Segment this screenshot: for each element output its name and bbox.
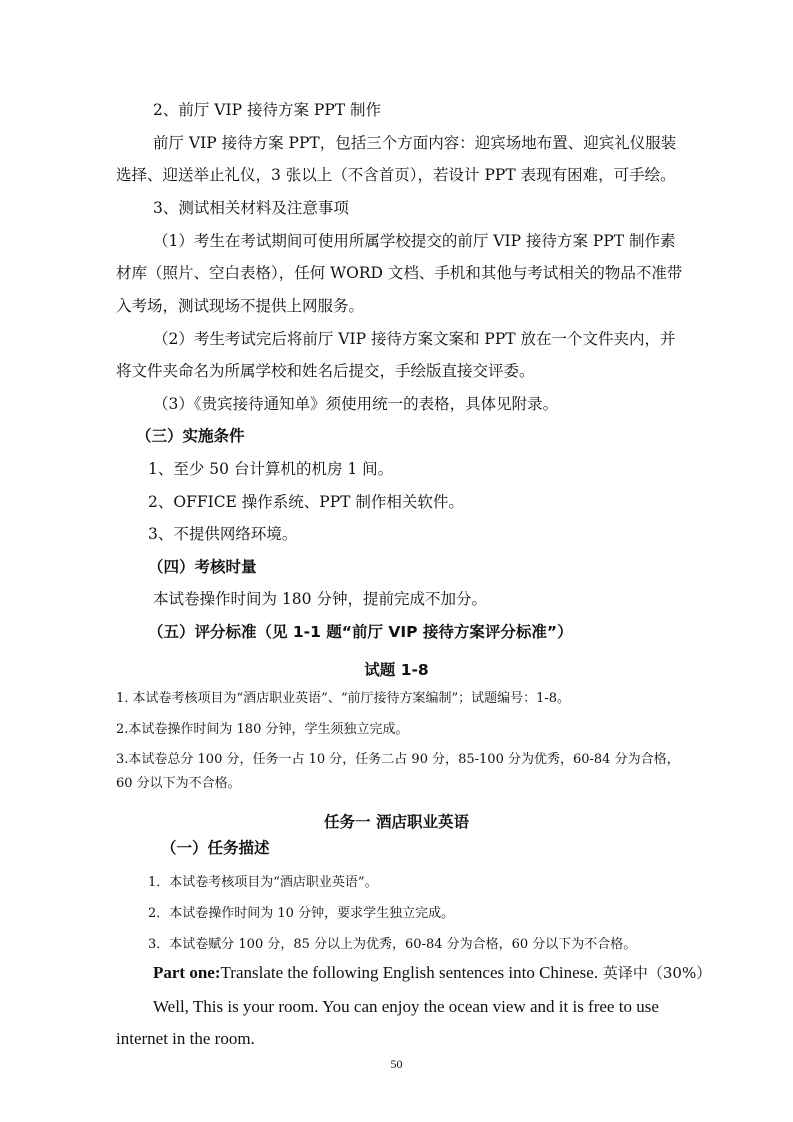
part-one-line — [153, 964, 711, 981]
subsection-heading: （一）任务描述 — [161, 839, 270, 857]
part-one-label: Part one: — [153, 963, 221, 982]
exam-note: 60 分以下为不合格。 — [116, 776, 241, 791]
exam-note: 2.本试卷操作时间为 180 分钟，学生须独立完成。 — [116, 722, 409, 737]
part-one-weight: 英译中（30%） — [598, 964, 712, 982]
paragraph-line: 本试卷操作时间为 180 分钟，提前完成不加分。 — [153, 590, 487, 608]
sentence-line: Well, This is your room. You can enjoy the ocean view and it is free to use — [153, 997, 659, 1016]
sentence-line: internet in the room. — [116, 1029, 255, 1048]
exam-title: 试题 1-8 — [364, 661, 429, 679]
task-note: 2．本试卷操作时间为 10 分钟，要求学生独立完成。 — [148, 906, 455, 921]
exam-note: 1. 本试卷考核项目为“酒店职业英语”、“前厅接待方案编制”；试题编号：1-8。 — [116, 691, 571, 706]
part-one-instruction: Translate the following English sentences into Chinese. — [220, 963, 599, 982]
paragraph-line: （1）考生在考试期间可使用所属学校提交的前厅 VIP 接待方案 PPT 制作素 — [153, 232, 676, 250]
paragraph-line: 将文件夹命名为所属学校和姓名后提交，手绘版直接交评委。 — [116, 362, 535, 380]
section-heading: 3、测试相关材料及注意事项 — [153, 199, 349, 217]
task-note: 1．本试卷考核项目为“酒店职业英语”。 — [148, 875, 378, 890]
paragraph-line: 前厅 VIP 接待方案 PPT，包括三个方面内容：迎宾场地布置、迎宾礼仪服装 — [153, 134, 677, 152]
section-heading: 2、前厅 VIP 接待方案 PPT 制作 — [153, 101, 382, 119]
task-title: 任务一 酒店职业英语 — [324, 813, 469, 831]
paragraph-line: （3）《贵宾接待通知单》须使用统一的表格，具体见附录。 — [153, 395, 559, 413]
list-item: 3、不提供网络环境。 — [148, 525, 298, 543]
paragraph-line: （2）考生考试完后将前厅 VIP 接待方案文案和 PPT 放在一个文件夹内，并 — [153, 330, 676, 348]
subsection-heading: （五）评分标准（见 1-1 题“前厅 VIP 接待方案评分标准”） — [148, 623, 573, 641]
list-item: 2、OFFICE 操作系统、PPT 制作相关软件。 — [148, 493, 464, 511]
page-number: 50 — [390, 1057, 403, 1071]
task-note: 3．本试卷赋分 100 分，85 分以上为优秀，60-84 分为合格，60 分以下为不合格。 — [148, 937, 637, 952]
exam-note: 3.本试卷总分 100 分，任务一占 10 分，任务二占 90 分，85-100 分为优秀，60-84 分为合格， — [116, 752, 680, 767]
subsection-heading: （四）考核时量 — [148, 558, 257, 576]
paragraph-line: 入考场，测试现场不提供上网服务。 — [116, 297, 365, 315]
subsection-heading: （三）实施条件 — [136, 427, 245, 445]
list-item: 1、至少 50 台计算机的机房 1 间。 — [148, 460, 394, 478]
paragraph-line: 材库（照片、空白表格），任何 WORD 文档、手机和其他与考试相关的物品不准带 — [116, 264, 683, 282]
paragraph-line: 选择、迎送举止礼仪，3 张以上（不含首页），若设计 PPT 表现有困难，可手绘。 — [116, 166, 676, 184]
